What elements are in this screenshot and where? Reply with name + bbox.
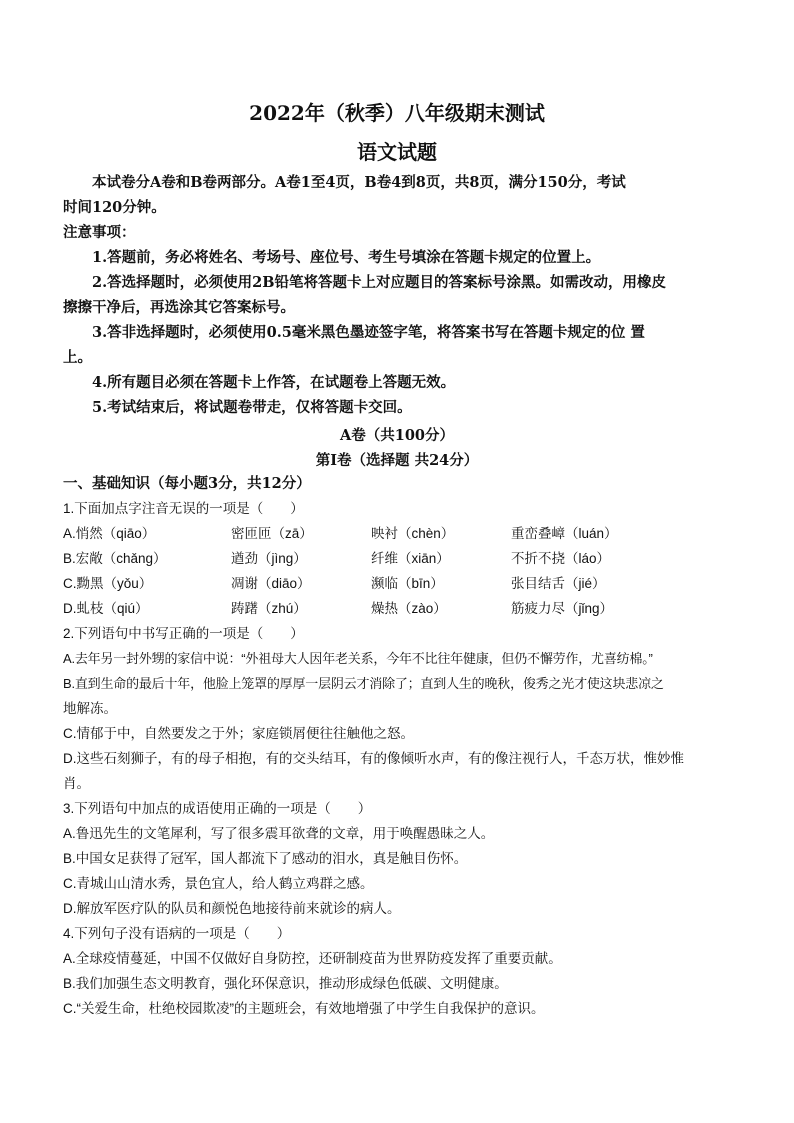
- option-cell: 重峦叠嶂（luán）: [511, 526, 618, 541]
- category-one: 一、基础知识（每小题3分，共12分）: [63, 475, 311, 492]
- option-line: A.全球疫情蔓延，中国不仅做好自身防控，还研制疫苗为世界防疫发挥了重要贡献。: [63, 951, 562, 966]
- option-cell: 濒临（bīn）: [371, 576, 444, 591]
- option-line: C.青城山山清水秀，景色宜人，给人鹤立鸡群之感。: [63, 876, 374, 891]
- option-cell: 纤维（xiān）: [371, 551, 450, 566]
- exam-subtitle: 语文试题: [357, 140, 437, 164]
- option-line: C.情郁于中，自然要发之于外；家庭锁屑便往往触他之怒。: [63, 726, 414, 741]
- option-line: D.解放军医疗队的队员和颜悦色地接待前来就诊的病人。: [63, 901, 401, 916]
- note-line: 4.所有题目必须在答题卡上作答，在试题卷上答题无效。: [92, 374, 456, 391]
- question-stem: 3.下列语句中加点的成语使用正确的一项是（ ）: [63, 801, 372, 816]
- option-cell: 不折不挠（láo）: [511, 551, 611, 566]
- option-cell: 映衬（chèn）: [371, 526, 455, 541]
- option-line: A.去年另一封外甥的家信中说：“外祖母大人因年老关系，今年不比往年健康，但仍不懈劳作，尤喜纺棉。”: [63, 651, 653, 666]
- option-line: B.中国女足获得了冠军，国人都流下了感动的泪水，真是触目伤怀。: [63, 851, 468, 866]
- question-stem: 1.下面加点字注音无误的一项是（ ）: [63, 501, 304, 516]
- question-stem: 2.下列语句中书写正确的一项是（ ）: [63, 626, 304, 641]
- option-row: [63, 571, 743, 596]
- option-cell: 燥热（zào）: [371, 601, 447, 616]
- note-line: 2.答选择题时，必须使用2B铅笔将答题卡上对应题目的答案标号涂黑。如需改动，用橡皮: [92, 274, 666, 291]
- exam-intro: [63, 170, 735, 420]
- option-line: B.我们加强生态文明教育，强化环保意识，推动形成绿色低碳、文明健康。: [63, 976, 508, 991]
- notes-heading: 注意事项：: [63, 224, 136, 241]
- question-stem: 4.下列句子没有语病的一项是（ ）: [63, 926, 291, 941]
- option-line: C.“关爱生命，杜绝校园欺凌”的主题班会，有效地增强了中学生自我保护的意识。: [63, 1001, 545, 1016]
- option-line: D.这些石刻狮子，有的母子相抱，有的交头结耳，有的像倾听水声，有的像注视行人，千态万状，惟妙惟: [63, 751, 684, 766]
- option-line: 肖。: [63, 776, 90, 791]
- option-row: [63, 546, 743, 571]
- option-line: 地解冻。: [63, 701, 117, 716]
- question-1: [63, 496, 743, 1021]
- note-line: 擦擦干净后，再选涂其它答案标号。: [63, 299, 295, 316]
- note-line: 3.答非选择题时，必须使用0.5毫米黑色墨迹签字笔，将答案书写在答题卡规定的位 置: [92, 324, 645, 341]
- intro-line: 时间120分钟。: [63, 199, 166, 216]
- option-cell: 密匝匝（zā）: [231, 526, 313, 541]
- option-cell: 遒劲（jìng）: [231, 551, 307, 566]
- part-one-heading: 第Ⅰ卷（选择题 共24分）: [315, 452, 479, 469]
- option-cell: B.宏敞（chǎng）: [63, 551, 167, 566]
- section-a-heading: A卷（共100分）: [339, 427, 455, 444]
- option-line: A.鲁迅先生的文笔犀利，写了很多震耳欲聋的文章，用于唤醒愚昧之人。: [63, 826, 495, 841]
- option-row: [63, 596, 743, 621]
- exam-title: 2022年（秋季）八年级期末测试: [249, 101, 545, 125]
- option-cell: 筋疲力尽（jǐng）: [511, 601, 614, 616]
- option-row: [63, 521, 743, 546]
- note-line: 5.考试结束后，将试题卷带走，仅将答题卡交回。: [92, 399, 412, 416]
- option-line: B.直到生命的最后十年，他脸上笼罩的厚厚一层阴云才消除了；直到人生的晚秋，俊秀之光才使这块悲凉之: [63, 676, 664, 691]
- option-cell: 凋谢（diāo）: [231, 576, 311, 591]
- category-heading: [63, 471, 735, 496]
- option-cell: 踌躇（zhú）: [231, 601, 307, 616]
- note-line: 1.答题前，务必将姓名、考场号、座位号、考生号填涂在答题卡规定的位置上。: [92, 249, 601, 266]
- intro-line: 本试卷分A卷和B卷两部分。A卷1至4页，B卷4到8页，共8页，满分150分，考试: [92, 174, 626, 191]
- option-cell: 张目结舌（jié）: [511, 576, 606, 591]
- option-cell: A.悄然（qiāo）: [63, 526, 156, 541]
- option-cell: D.虬枝（qiú）: [63, 601, 149, 616]
- option-cell: C.黝黑（yǒu）: [63, 576, 153, 591]
- note-line: 上。: [63, 349, 92, 366]
